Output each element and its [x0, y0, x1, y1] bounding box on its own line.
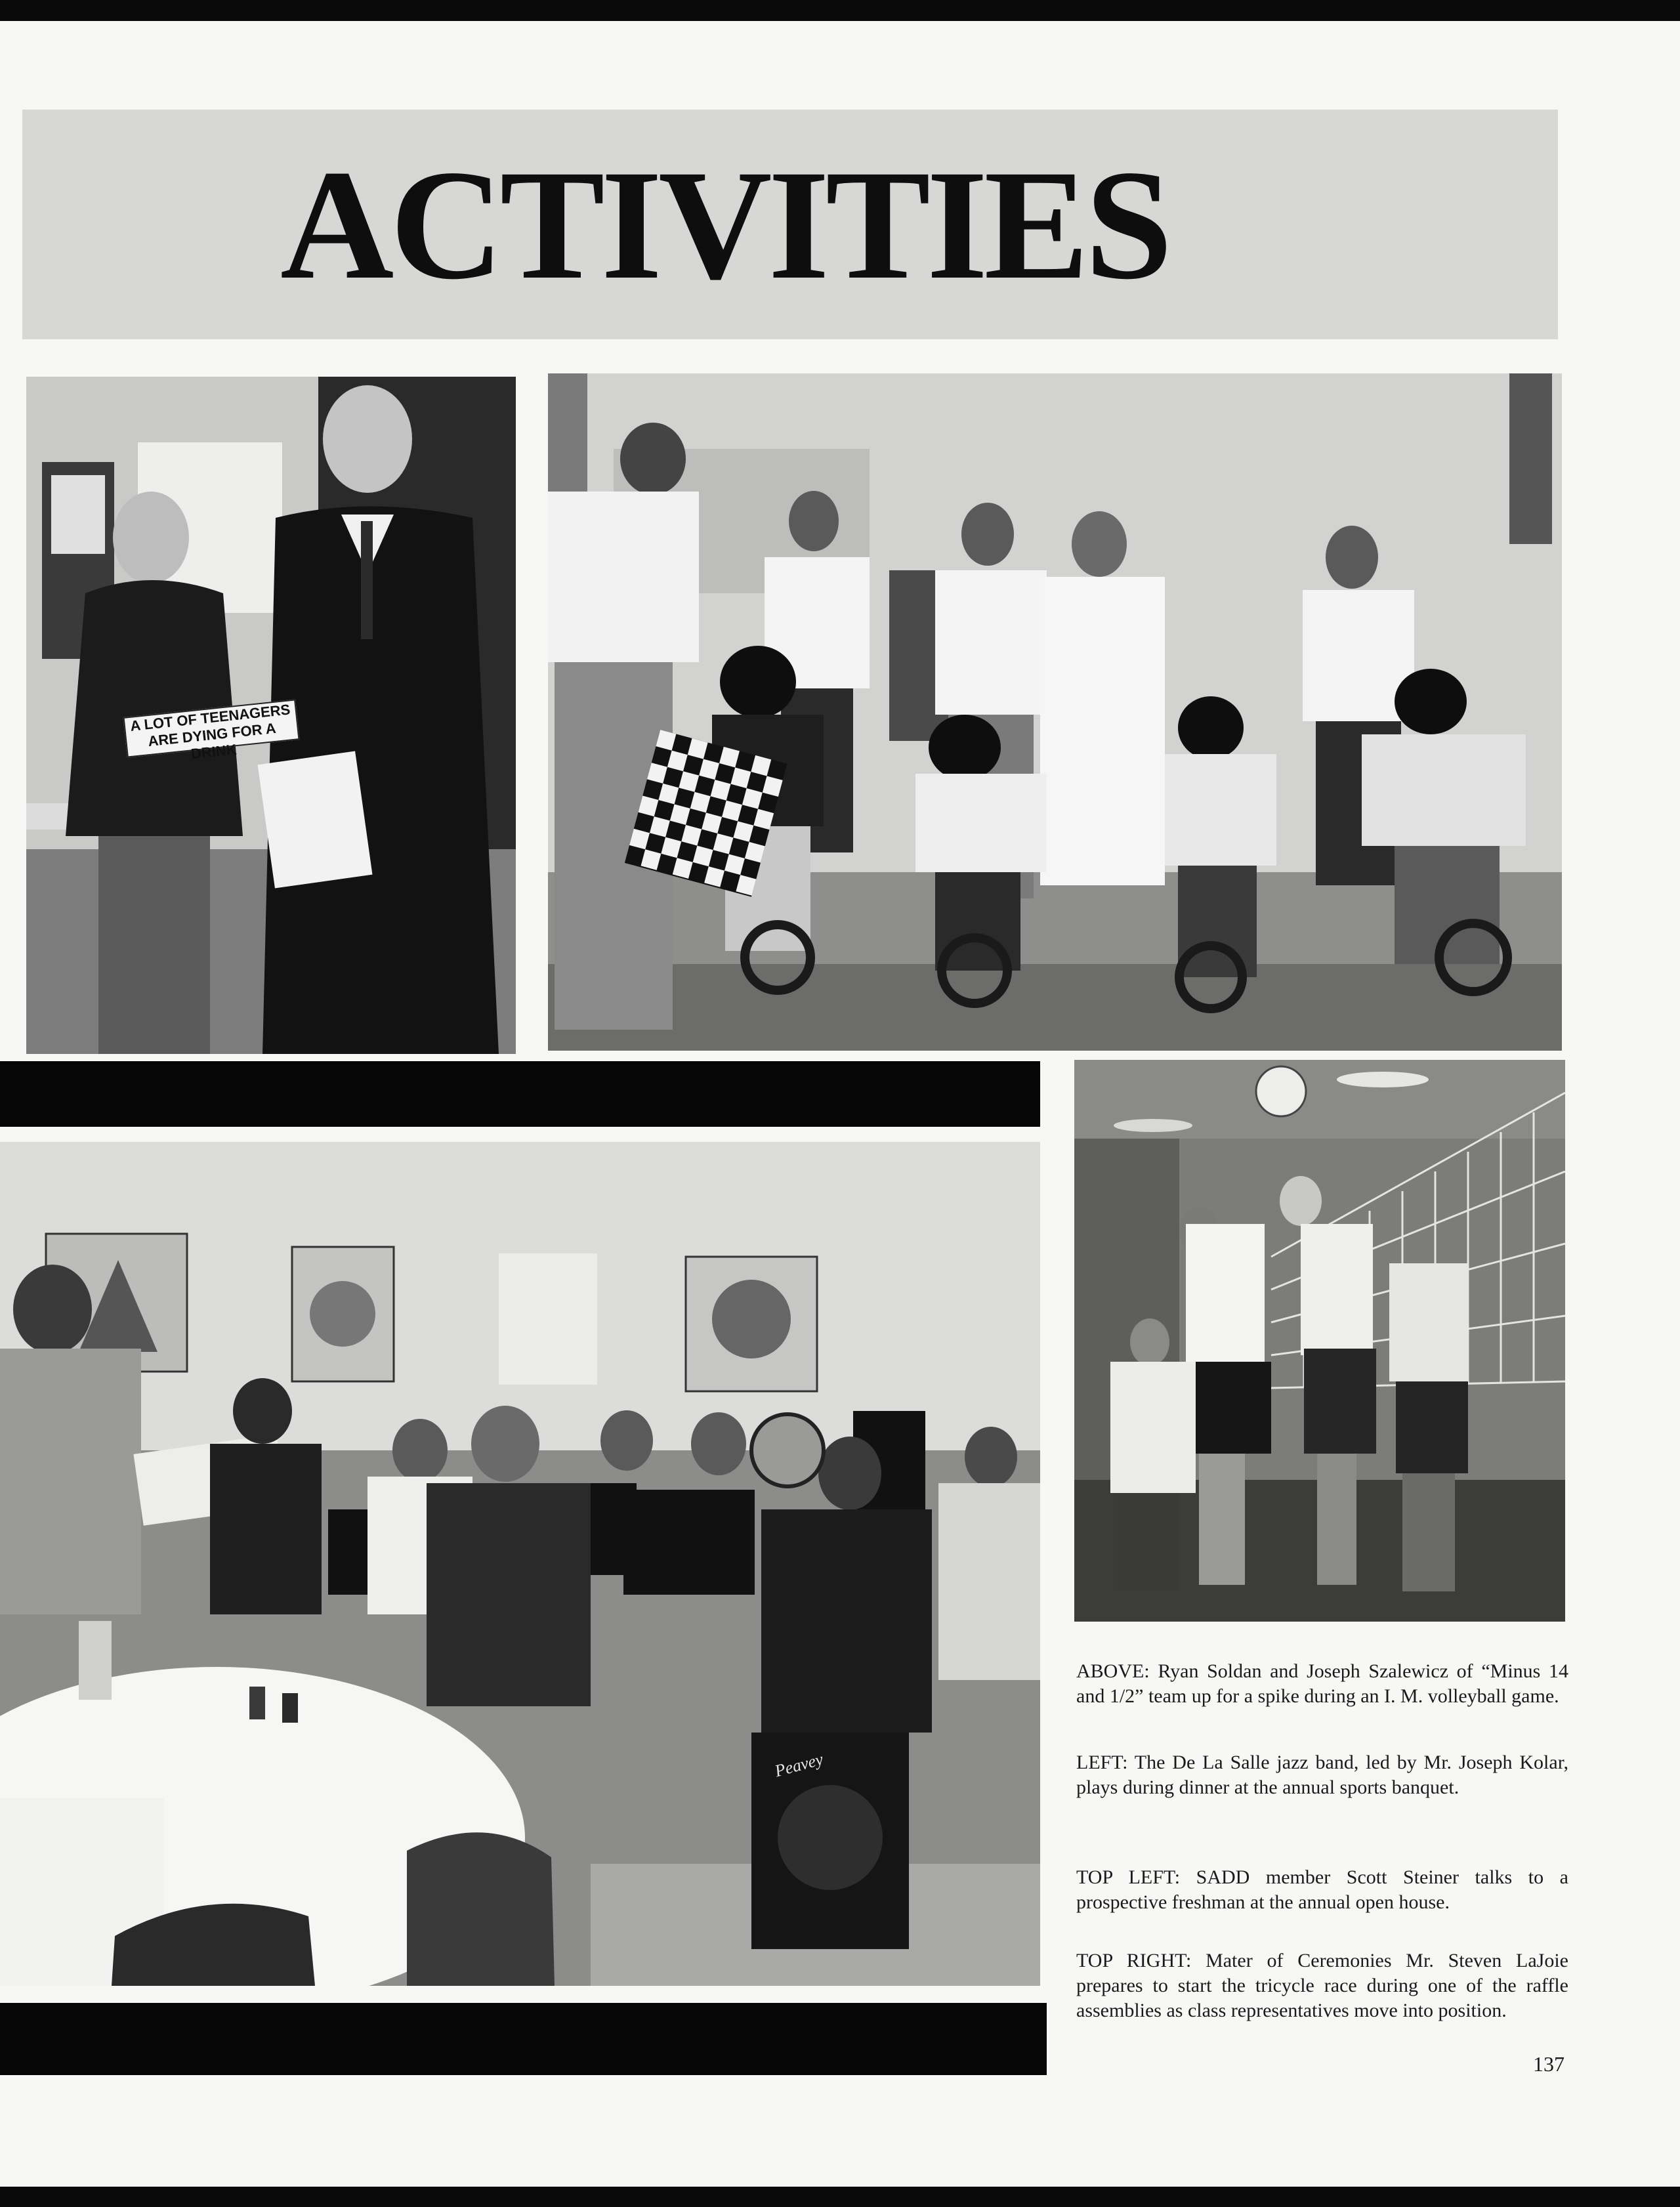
page-number: 137	[1533, 2052, 1564, 2076]
title-band	[22, 110, 1558, 339]
photo-tricycle-race	[548, 373, 1562, 1051]
caption-top-left: TOP LEFT: SADD member Scott Steiner talks to a prospective freshman at the annual open house.	[1076, 1866, 1568, 1913]
caption-above: ABOVE: Ryan Soldan and Joseph Szalewicz of “Minus 14 and 1/2” team up for a spike during an I. M. volleyball game.	[1076, 1660, 1568, 1707]
photo-tricycle-race-image	[548, 373, 1562, 1051]
photo-volleyball-image	[1074, 1060, 1565, 1622]
teenagers-sign: A LOT OF TEENAGERS ARE DYING FOR A DRINK	[123, 699, 299, 757]
photo-jazz-band	[0, 1142, 1040, 1986]
caption-left: LEFT: The De La Salle jazz band, led by Mr. Joseph Kolar, plays during dinner at the annual sports banquet.	[1076, 1752, 1568, 1798]
black-bar-bottom	[0, 2003, 1047, 2075]
photo-open-house	[26, 377, 516, 1054]
speaker-brand-label: Peavey	[772, 1749, 826, 1781]
photo-jazz-band-image	[0, 1142, 1040, 1986]
black-bar-top	[0, 1061, 1040, 1127]
page-title: ACTIVITIES	[280, 137, 1169, 312]
caption-top-right: TOP RIGHT: Mater of Ceremonies Mr. Steven LaJoie prepares to start the tricycle race during one of the raffle assemblies as class representatives move into position.	[1076, 1950, 1568, 2021]
photo-volleyball	[1074, 1060, 1565, 1622]
yearbook-page	[0, 21, 1680, 2187]
